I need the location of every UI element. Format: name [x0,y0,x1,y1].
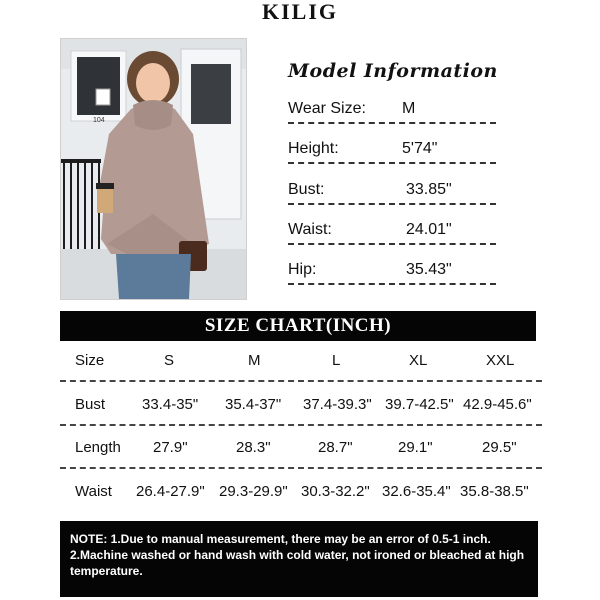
size-m: M [248,352,261,369]
table-cell: 39.7-42.5" [385,396,454,413]
note-line-1: NOTE: 1.Due to manual measurement, there may be an error of 0.5-1 inch. [70,532,491,546]
house-number: 104 [93,117,105,124]
table-cell: 32.6-35.4" [382,483,451,500]
size-header-label: Size [75,352,105,369]
size-chart-row-bust [60,386,542,426]
model-row-waist [288,217,496,245]
model-value: 5'74" [402,140,438,157]
model-label: Waist: [288,221,332,238]
table-cell: 37.4-39.3" [303,396,372,413]
model-info-title: Model Information [288,60,498,82]
size-xl: XL [409,352,428,369]
divider [288,243,496,245]
table-cell: 42.9-45.6" [463,396,532,413]
divider [60,380,542,382]
model-label: Wear Size: [288,100,366,117]
size-chart-row-length [60,429,542,469]
table-cell: 28.7" [318,439,353,456]
divider [288,162,496,164]
note-line-2: 2.Machine washed or hand wash with cold water, not ironed or bleached at high temperature. [70,548,525,578]
table-cell: 29.5" [482,439,517,456]
row-label: Length [75,439,121,456]
size-chart-title: SIZE CHART(INCH) [60,311,536,341]
divider [288,122,496,124]
product-photo [60,38,247,300]
table-cell: 26.4-27.9" [136,483,205,500]
table-cell: 33.4-35" [142,396,199,413]
model-label: Height: [288,140,339,157]
table-cell: 27.9" [153,439,188,456]
table-cell: 30.3-32.2" [301,483,370,500]
care-note [60,521,538,597]
size-chart-header-row [60,342,542,382]
table-cell: 29.1" [398,439,433,456]
table-cell: 28.3" [236,439,271,456]
row-label: Waist [75,483,112,500]
size-xxl: XXL [486,352,515,369]
row-label: Bust [75,396,106,413]
divider [60,467,542,469]
table-cell: 35.4-37" [225,396,282,413]
model-value: M [402,100,416,117]
model-row-hip [288,257,496,285]
model-value: 33.85" [406,181,452,198]
divider [288,203,496,205]
model-label: Bust: [288,181,325,198]
model-label: Hip: [288,261,317,278]
size-chart-row-waist [60,473,542,513]
model-row-wear-size [288,96,496,124]
model-row-bust [288,177,496,205]
model-value: 24.01" [406,221,452,238]
table-cell: 29.3-29.9" [219,483,288,500]
table-cell: 35.8-38.5" [460,483,529,500]
divider [288,283,496,285]
size-l: L [332,352,341,369]
divider [60,424,542,426]
size-s: S [164,352,175,369]
model-row-height [288,136,496,164]
brand-logo: KILIG [261,0,339,24]
model-value: 35.43" [406,261,452,278]
